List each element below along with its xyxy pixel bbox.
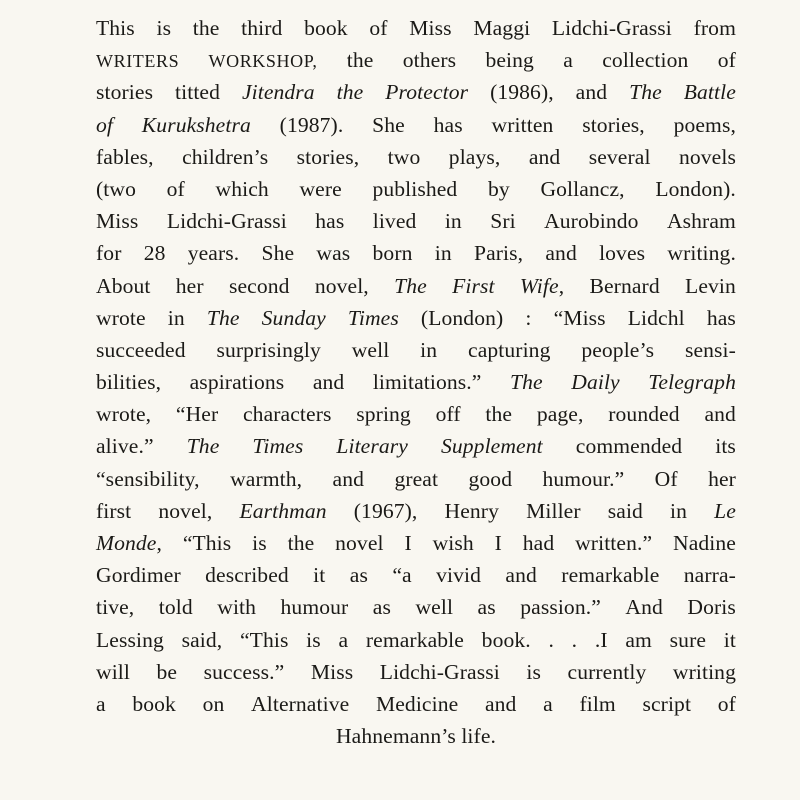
text-line-18: Gordimer described it as “a vivid and remarkable narra- (96, 563, 736, 588)
text-line-10: wrote in The Sunday Times (London) : “Miss Lidchl has (96, 305, 736, 330)
text-line-5: fables, children’s stories, two plays, and several novels (96, 144, 736, 169)
text-line-17: Monde, “This is the novel I wish I had written.” Nadine (96, 531, 736, 555)
text-line-7: Miss Lidchi-Grassi has lived in Sri Aurobindo Ashram (96, 209, 736, 234)
text-line-20: Lessing said, “This is a remarkable book. . . .I am sure it (96, 627, 736, 652)
text-line-8: for 28 years. She was born in Paris, and loves writing. (96, 241, 736, 266)
text-line-21: will be success.” Miss Lidchi-Grassi is currently writing (96, 659, 736, 684)
text-line-22: a book on Alternative Medicine and a film script of (96, 691, 736, 716)
text-line-12: bilities, aspirations and limitations.” The Daily Telegraph (96, 370, 736, 395)
text-line-19: tive, told with humour as well as passion.” And Doris (96, 595, 736, 620)
text-line-9: About her second novel, The First Wife, Bernard Levin (96, 273, 736, 298)
text-line-4: of Kurukshetra (1987). She has written stories, poems, (96, 112, 736, 137)
text-line-3: stories titted Jitendra the Protector (1986), and The Battle (96, 80, 736, 105)
text-line-16: first novel, Earthman (1967), Henry Miller said in Le (96, 498, 736, 523)
text-line-2: WRITERS WORKSHOP, the others being a collection of (96, 48, 736, 73)
text-line-15: “sensibility, warmth, and great good humour.” Of her (96, 466, 736, 491)
text-line-23: Hahnemann’s life. (335, 724, 497, 749)
book-blurb-paragraph (96, 12, 736, 752)
text-line-11: succeeded surprisingly well in capturing people’s sensi- (96, 337, 736, 362)
text-line-6: (two of which were published by Gollancz, London). (96, 176, 736, 201)
text-line-1: This is the third book of Miss Maggi Lidchi-Grassi from (96, 16, 736, 40)
text-line-14: alive.” The Times Literary Supplement commended its (96, 434, 736, 459)
text-line-13: wrote, “Her characters spring off the page, rounded and (96, 402, 736, 427)
